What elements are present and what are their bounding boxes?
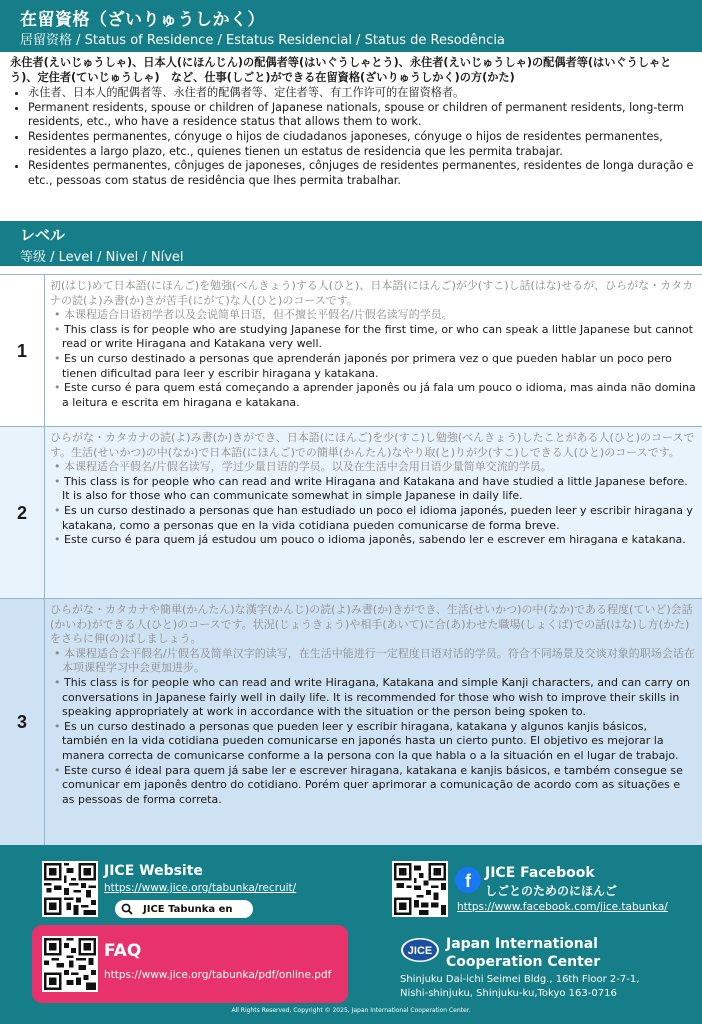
- facebook-link[interactable]: https://www.facebook.com/jice.tabunka/: [457, 901, 668, 913]
- level-subtitle: 等级 / Level / Nivel / Nível: [20, 250, 184, 265]
- facebook-qr-code-icon[interactable]: [392, 861, 448, 917]
- residence-subtitle: 居留资格 / Status of Residence / Estatus Residencial / Status de Resodência: [20, 33, 505, 48]
- residence-title: 在留資格（ざいりゅうしかく）: [20, 10, 265, 30]
- level-number: 2: [0, 427, 45, 599]
- level-row-2: [0, 426, 702, 599]
- search-icon: [121, 903, 133, 915]
- org-address-line2: Nishi-shinjuku, Shinjuku-ku,Tokyo 163-0716: [400, 988, 617, 999]
- level-desc-pt: • Este curso é para quem está começando a aprender japonês ou já fala um pouco o idioma, mas ainda não domina a leitura e escrita em hiragana e katakana.: [50, 381, 696, 410]
- level-desc-ja: ひらがな・カタカナや簡単(かんたん)な漢字(かんじ)の読(よ)み書(か)きができ、生活(せいかつ)の中(なか)である程度(ていど)会話(かいわ)ができる人(ひと)のコースです。状況(じょうきょう)や相手(あいて)に合(あ)わせた職場(しょくば)での話(はな)し方(かた)をさらに伸(の)ばしましょう。: [50, 603, 693, 646]
- level-desc-es: • Es un curso destinado a personas que pueden leer y escribir hiragana, katakana y algunos kanjis básicos, también en la vida cotidiana pueden comunicarse en japonés hasta un cierto punto. El objetivo es mejorar la manera correcta de comunicarse conforme a la persona con la que habla o a la situación en el lugar de trabajo.: [50, 720, 696, 764]
- level-desc-ja: 初(はじ)めて日本語(にほんご)を勉強(べんきょう)する人(ひと)、日本語(にほんご)が少(すこ)し話(はな)せるが、ひらがな・カタカナの読(よ)み書(か)きが苦手(にがて)な人(ひと)のコースです。: [50, 279, 694, 307]
- faq-title: FAQ: [104, 941, 142, 961]
- jice-logo: [400, 937, 440, 963]
- level-row-3: [0, 598, 702, 846]
- facebook-subtitle: しごとのためのにほんご: [485, 884, 618, 898]
- org-name-line1: Japan International: [446, 936, 598, 952]
- residence-list: [8, 86, 696, 188]
- org-address-line1: Shinjuku Dai-ichi Seimei Bldg., 16th Floor 2-7-1,: [400, 974, 640, 985]
- level-title: レベル: [20, 226, 66, 244]
- level-header: [0, 221, 702, 266]
- level-desc-pt: • Este curso é para quem já estudou um pouco o idioma japonês, sabendo ler e escrever em hiragana e katakana.: [50, 533, 696, 548]
- level-desc-en: • This class is for people who can read and write Hiragana, Katakana and simple Kanji characters, and can carry on conversations in Japanese fairly well in daily life. It is recommended for those who wish to improve their skills in speaking appropriately at work in accordance with the situation or the person being spoken to.: [50, 676, 696, 720]
- residence-item-zh: • 永住者、日本人的配偶者等、永住者的配偶者等、定住者等、有工作许可的在留资格者。: [28, 86, 696, 101]
- search-box[interactable]: [115, 900, 253, 918]
- website-link[interactable]: https://www.jice.org/tabunka/recruit/: [104, 882, 297, 894]
- residence-lead: 永住者(えいじゅうしゃ)、日本人(にほんじん)の配偶者等(はいぐうしゃとう)、永住者(えいじゅうしゃ)の配偶者等(はいぐうしゃとう)、定住者(ていじゅうしゃ) など、仕事(しごと)ができる在留資格(ざいりゅうしかく)の方(かた): [10, 56, 672, 84]
- facebook-icon[interactable]: f: [455, 867, 481, 893]
- residence-item-es: • Residentes permanentes, cónyuge o hijos de ciudadanos japoneses, cónyuge o hijos de residentes permanentes, residentes a largo plazo, etc., quienes tienen un estatus de residencia que les permita trabajar.: [28, 130, 696, 159]
- faq-card[interactable]: [32, 925, 348, 1003]
- website-title: JICE Website: [104, 863, 203, 879]
- copyright: All Rights Reserved, Copyright © 2025, Japan International Cooperation Center.: [231, 1007, 471, 1014]
- level-description: [50, 279, 696, 410]
- faq-link[interactable]: https://www.jice.org/tabunka/pdf/online.pdf: [104, 969, 332, 981]
- level-desc-es: • Es un curso destinado a personas que aprenderán japonés por primera vez o que pueden hablar un poco pero tienen dificultad para leer y escribir hiragana y katakana.: [50, 352, 696, 381]
- level-number: 3: [0, 599, 45, 846]
- level-number: 1: [0, 275, 45, 427]
- level-desc-zh: • 本课程适合会平假名/片假名及简单汉字的读写，在生活中能进行一定程度日语对话的学员。符合不同场景及交谈对象的职场会话在本项课程学习中会更加进步。: [50, 647, 696, 676]
- level-desc-es: • Es un curso destinado a personas que han estudiado un poco el idioma japonés, pueden leer y escribir hiragana y katakana, como a personas que en la vida cotidiana pueden comunicarse de forma breve.: [50, 504, 696, 533]
- level-desc-zh: • 本课程适合日语初学者以及会说简单日语，但不擅长平假名/片假名读写的学员。: [50, 308, 696, 323]
- level-desc-en: • This class is for people who can read and write Hiragana and Katakana and have studied a little Japanese before. It is also for those who can communicate somewhat in simple Japanese in daily life.: [50, 475, 696, 504]
- level-desc-zh: • 本课程适合平假名/片假名读写，学过少量日语的学员。以及在生活中会用日语少量简单交流的学员。: [50, 460, 696, 475]
- residence-item-pt: • Residentes permanentes, cônjuges de japoneses, cônjuges de residentes permanentes, residentes de longa duração e etc., pessoas com status de residência que lhes permita trabalhar.: [28, 159, 696, 188]
- faq-qr-code-icon[interactable]: [42, 936, 98, 992]
- level-description: [50, 431, 696, 548]
- facebook-title: JICE Facebook: [485, 865, 595, 881]
- level-description: [50, 603, 696, 807]
- website-qr-code-icon[interactable]: [42, 861, 98, 917]
- org-name-line2: Cooperation Center: [446, 954, 601, 970]
- level-desc-pt: • Este curso é ideal para quem já sabe ler e escrever hiragana, katakana e kanjis básicos, e também consegue se comunicar em japonês dentro do cotidiano. Porém quer aprimorar a comunicação de acordo com as situações e as pessoas de forma correta.: [50, 764, 696, 808]
- residence-section: [8, 56, 696, 188]
- level-row-1: [0, 274, 702, 427]
- residence-header: [0, 0, 702, 52]
- residence-item-en: • Permanent residents, spouse or children of Japanese nationals, spouse or children of permanent residents, long-term residents, etc., who have a residence status that allows them to work.: [28, 101, 696, 130]
- search-label: JICE Tabunka en: [143, 903, 233, 915]
- level-desc-ja: ひらがな・カタカナの読(よ)み書(か)きができ、日本語(にほんご)を少(すこ)し勉強(べんきょう)したことがある人(ひと)のコースです。生活(せいかつ)の中(なか)で日本語(にほんご)での簡単(かんたん)なやり取(と)りが少(すこ)しできる人(ひと)のコースです。: [50, 431, 695, 459]
- level-desc-en: • This class is for people who are studying Japanese for the first time, or who can speak a little Japanese but cannot read or write Hiragana and Katakana very well.: [50, 323, 696, 352]
- logo-text: JICE: [407, 945, 433, 957]
- footer: [0, 845, 702, 1024]
